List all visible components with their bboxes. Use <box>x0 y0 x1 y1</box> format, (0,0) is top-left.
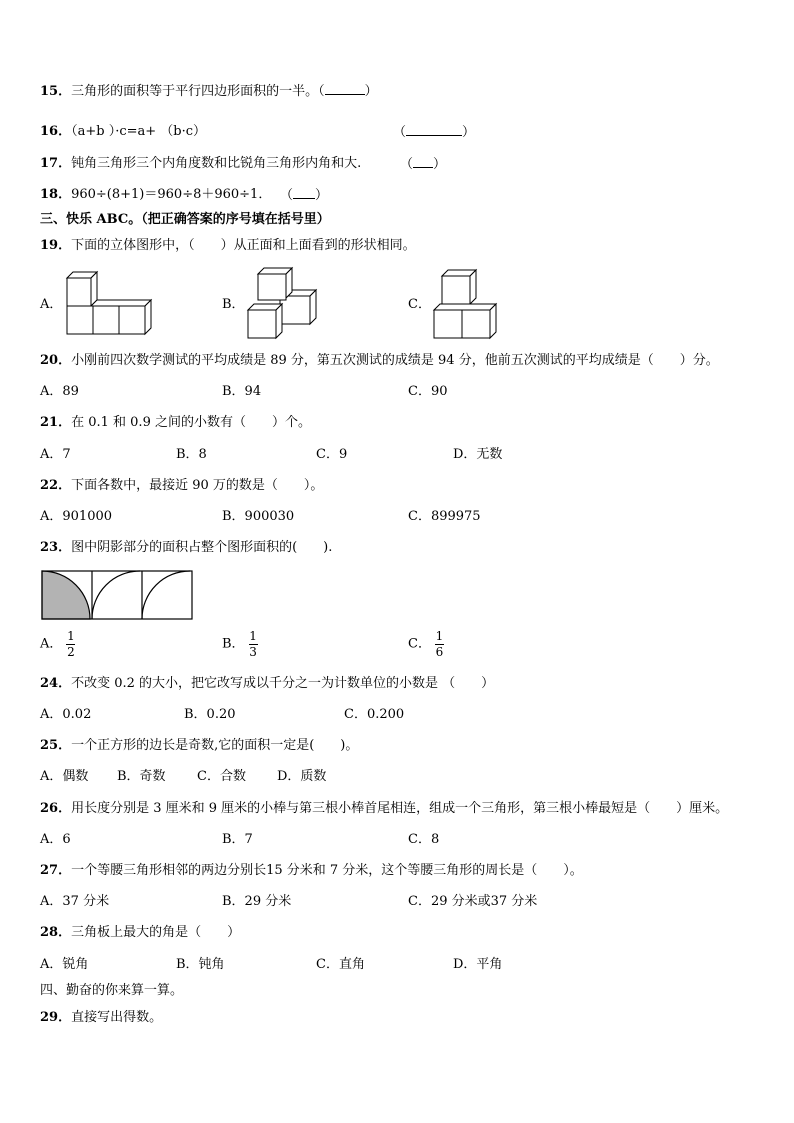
option-b[interactable]: B．900030 <box>222 509 295 524</box>
question-number: 28． <box>40 925 72 940</box>
section-heading-4: 四、勤奋的你来算一算。 <box>40 983 184 998</box>
option-b[interactable]: B． $\frac{1}{3}$ <box>222 629 257 659</box>
question-text: 下面各数中，最接近 90 万的数是（ ）。 <box>71 478 324 493</box>
question-number: 27． <box>40 863 72 878</box>
question-19 <box>40 238 416 254</box>
option-c[interactable]: C．9 <box>316 447 348 462</box>
question-text: 一个等腰三角形相邻的两边分别长15 分米和 7 分米，这个等腰三角形的周长是（ ）。 <box>71 863 583 878</box>
question-20 <box>40 353 719 369</box>
option-a[interactable]: A．89 <box>40 384 79 399</box>
question-number: 17． <box>40 156 72 171</box>
question-number: 15． <box>40 84 72 99</box>
question-18 <box>40 187 271 203</box>
option-b[interactable]: B．29 分米 <box>222 894 292 909</box>
question-number: 16． <box>40 124 72 139</box>
answer-bracket-18[interactable]: （ ） <box>280 188 329 203</box>
question-text: 小刚前四次数学测试的平均成绩是 89 分，第五次测试的成绩是 94 分，他前五次测试的平均成绩是（ ）分。 <box>71 353 719 368</box>
answer-blank[interactable] <box>406 124 462 136</box>
question-text: 在 0.1 和 0.9 之间的小数有（ ）个。 <box>71 415 311 430</box>
option-c[interactable]: C．8 <box>408 832 440 847</box>
option-a[interactable]: A．锐角 <box>40 957 89 972</box>
cube-figure-a <box>62 272 154 334</box>
question-number: 22． <box>40 478 72 493</box>
option-a[interactable]: A．0.02 <box>40 707 92 722</box>
option-a[interactable]: A．37 分米 <box>40 894 110 909</box>
question-text: （a+b ）·c=a+ （b·c） <box>71 124 207 139</box>
question-24 <box>40 676 494 692</box>
question-text: 钝角三角形三个内角度数和比锐角三角形内角和大. <box>71 156 362 171</box>
question-23 <box>40 540 332 556</box>
section-heading-3: 三、快乐 ABC。（把正确答案的序号填在括号里） <box>40 212 330 227</box>
answer-blank[interactable] <box>413 156 433 168</box>
question-15: 15．三角形的面积等于平行四边形面积的一半。（ ） <box>40 84 378 99</box>
answer-bracket-16[interactable]: （ ） <box>393 125 476 140</box>
question-number: 19． <box>40 238 72 253</box>
question-29 <box>40 1010 162 1026</box>
option-c[interactable]: C．899975 <box>408 509 481 524</box>
answer-bracket-17[interactable]: （ ） <box>400 157 447 172</box>
fraction: $\frac{1}{6}$ <box>435 629 444 659</box>
question-number: 25． <box>40 738 72 753</box>
question-number: 24． <box>40 676 72 691</box>
answer-blank[interactable] <box>293 187 315 199</box>
option-a[interactable]: A．901000 <box>40 509 113 524</box>
option-a[interactable]: A．7 <box>40 447 71 462</box>
question-number: 21． <box>40 415 72 430</box>
option-b[interactable]: B．94 <box>222 384 262 399</box>
question-25 <box>40 738 358 754</box>
option-d[interactable]: D．质数 <box>277 769 327 784</box>
question-text: 下面的立体图形中，（ ）从正面和上面看到的形状相同。 <box>71 238 416 253</box>
option-a[interactable]: A． <box>40 297 63 312</box>
option-c[interactable]: C． $\frac{1}{6}$ <box>408 629 444 659</box>
question-26 <box>40 801 728 817</box>
question-text: 图中阴影部分的面积占整个图形面积的( ). <box>71 540 333 555</box>
option-b[interactable]: B．0.20 <box>184 707 236 722</box>
question-text: 三角板上最大的角是（ ） <box>71 925 241 940</box>
question-22 <box>40 478 323 494</box>
shaded-square-figure <box>42 571 194 621</box>
question-number: 26． <box>40 801 72 816</box>
question-number: 23． <box>40 540 72 555</box>
option-a[interactable]: A．6 <box>40 832 71 847</box>
question-number: 18． <box>40 187 72 202</box>
cube-figure-c <box>432 270 498 338</box>
answer-blank[interactable] <box>325 83 365 95</box>
fraction: $\frac{1}{3}$ <box>249 629 257 659</box>
option-c[interactable]: C．90 <box>408 384 448 399</box>
question-28 <box>40 925 240 941</box>
cube-figure-b <box>246 268 320 340</box>
option-c[interactable]: C．29 分米或37 分米 <box>408 894 538 909</box>
option-b[interactable]: B．奇数 <box>117 769 166 784</box>
option-c[interactable]: C． <box>408 297 431 312</box>
question-text: 直接写出得数。 <box>71 1010 163 1025</box>
option-b[interactable]: B． <box>222 297 245 312</box>
option-b[interactable]: B．钝角 <box>176 957 225 972</box>
question-text: 用长度分别是 3 厘米和 9 厘米的小棒与第三根小棒首尾相连，组成一个三角形，第三根小棒最短是（ ）厘米。 <box>71 801 729 816</box>
option-a[interactable]: A． $\frac{1}{2}$ <box>40 629 75 659</box>
fraction: $\frac{1}{2}$ <box>67 629 75 659</box>
option-b[interactable]: B．8 <box>176 447 207 462</box>
option-c[interactable]: C．直角 <box>316 957 365 972</box>
question-21 <box>40 415 311 431</box>
question-17 <box>40 156 361 172</box>
option-b[interactable]: B．7 <box>222 832 253 847</box>
question-text: 一个正方形的边长是奇数,它的面积一定是( )。 <box>71 738 359 753</box>
option-d[interactable]: D．无数 <box>453 447 503 462</box>
question-text: 960÷(8+1)＝960÷8＋960÷1． <box>71 187 272 202</box>
question-number: 20． <box>40 353 72 368</box>
question-text: 三角形的面积等于平行四边形面积的一半。（ <box>71 84 325 99</box>
question-16 <box>40 124 206 140</box>
question-27 <box>40 863 583 879</box>
question-text: 不改变 0.2 的大小，把它改写成以千分之一为计数单位的小数是 （ ） <box>71 676 495 691</box>
option-c[interactable]: C．合数 <box>197 769 246 784</box>
question-number: 29． <box>40 1010 72 1025</box>
option-c[interactable]: C．0.200 <box>344 707 405 722</box>
option-d[interactable]: D．平角 <box>453 957 503 972</box>
option-a[interactable]: A．偶数 <box>40 769 89 784</box>
